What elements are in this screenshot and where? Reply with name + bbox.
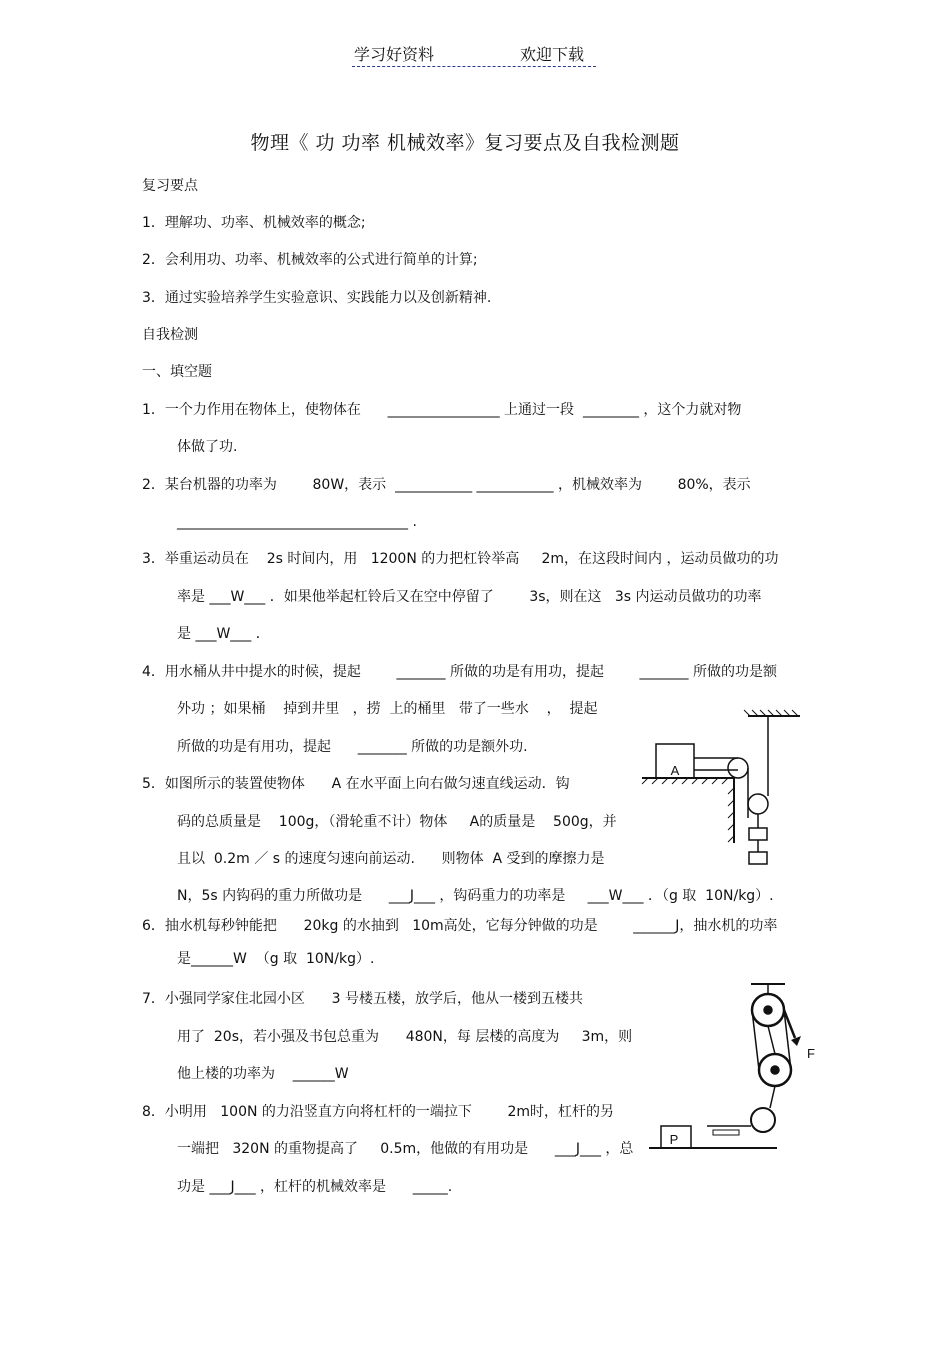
question-3-line-2: 率是 ___W___ ．如果他举起杠铃后又在空中停留了 3s，则在这 3s 内运动员做功的功率 [177,589,762,605]
review-item-3: 3．通过实验培养学生实验意识、实践能力以及创新精神. [142,290,492,306]
header-left: 学习好资料 [354,45,435,64]
section-heading: 一、填空题 [142,364,212,380]
pulley-figure-1 [640,708,810,878]
question-7-line-3: 他上楼的功率为 ______W [177,1066,349,1082]
question-3-line-3: 是 ___W___ ． [177,626,270,642]
question-6-line-1: 6．抽水机每秒钟能把 20kg 的水抽到 10m高处，它每分钟做的功是 ______J，抽水机的功率 [142,918,778,934]
question-4-line-3: 所做的功是有用功，提起 _______ 所做的功是额外功. [177,739,528,755]
question-4-line-2: 外功 ；如果桶 掉到井里 ，捞 上的桶里 带了一些水 ， 提起 [177,701,598,717]
pulley-figure-2 [645,980,830,1155]
block-p-label: P [669,1132,679,1147]
page-header [352,42,596,67]
question-5-line-3: 且以 0.2m ／ s 的速度匀速向前运动. 则物体 A 受到的摩擦力是 [177,851,605,867]
question-6-line-2: 是______W （g 取 10N/kg）. [177,951,375,967]
question-5-line-1: 5．如图所示的装置使物体 A 在水平面上向右做匀速直线运动．钩 [142,776,570,792]
question-5-line-2: 码的总质量是 100g，（滑轮重不计）物体 A的质量是 500g，并 [177,814,617,830]
question-5-line-4: N，5s 内钩码的重力所做功是 ___J___ ，钩码重力的功率是 ___W___ ．（g 取 10N/kg）. [177,888,774,904]
question-2-line-1: 2．某台机器的功率为 80W，表示 ___________ ___________ ，机械效率为 80%，表示 [142,477,751,493]
question-8-line-2: 一端把 320N 的重物提高了 0.5m，他做的有用功是 ___J___ ，总 [177,1141,634,1157]
question-3-line-1: 3．举重运动员在 2s 时间内，用 1200N 的力把杠铃举高 2m，在这段时间内 ，运动员做功的功 [142,551,779,567]
block-a-label: A [670,763,680,778]
header-right: 欢迎下载 [520,45,585,64]
review-item-2: 2．会利用功、功率、机械效率的公式进行简单的计算; [142,252,478,268]
question-2-line-2: _________________________________ . [177,514,417,530]
question-8-line-3: 功是 ___J___ ，杠杆的机械效率是 _____. [177,1179,453,1195]
question-1-line-2: 体做了功. [177,439,238,455]
question-8-line-1: 8．小明用 100N 的力沿竖直方向将杠杆的一端拉下 2m时，杠杆的另 [142,1104,615,1120]
self-check-heading: 自我检测 [142,327,198,343]
question-1-line-1: 1．一个力作用在物体上，使物体在 ________________ 上通过一段 ________ ，这个力就对物 [142,402,742,418]
document-title: 物理《 功 功率 机械效率》复习要点及自我检测题 [250,132,680,154]
review-heading: 复习要点 [142,178,198,194]
question-7-line-2: 用了 20s，若小强及书包总重为 480N，每 层楼的高度为 3m，则 [177,1029,633,1045]
review-item-1: 1．理解功、功率、机械效率的概念; [142,215,366,231]
force-f-label: F [807,1046,815,1061]
question-4-line-1: 4．用水桶从井中提水的时候，提起 _______ 所做的功是有用功，提起 _______ 所做的功是额 [142,664,778,680]
question-7-line-1: 7．小强同学家住北园小区 3 号楼五楼，放学后，他从一楼到五楼共 [142,991,583,1007]
